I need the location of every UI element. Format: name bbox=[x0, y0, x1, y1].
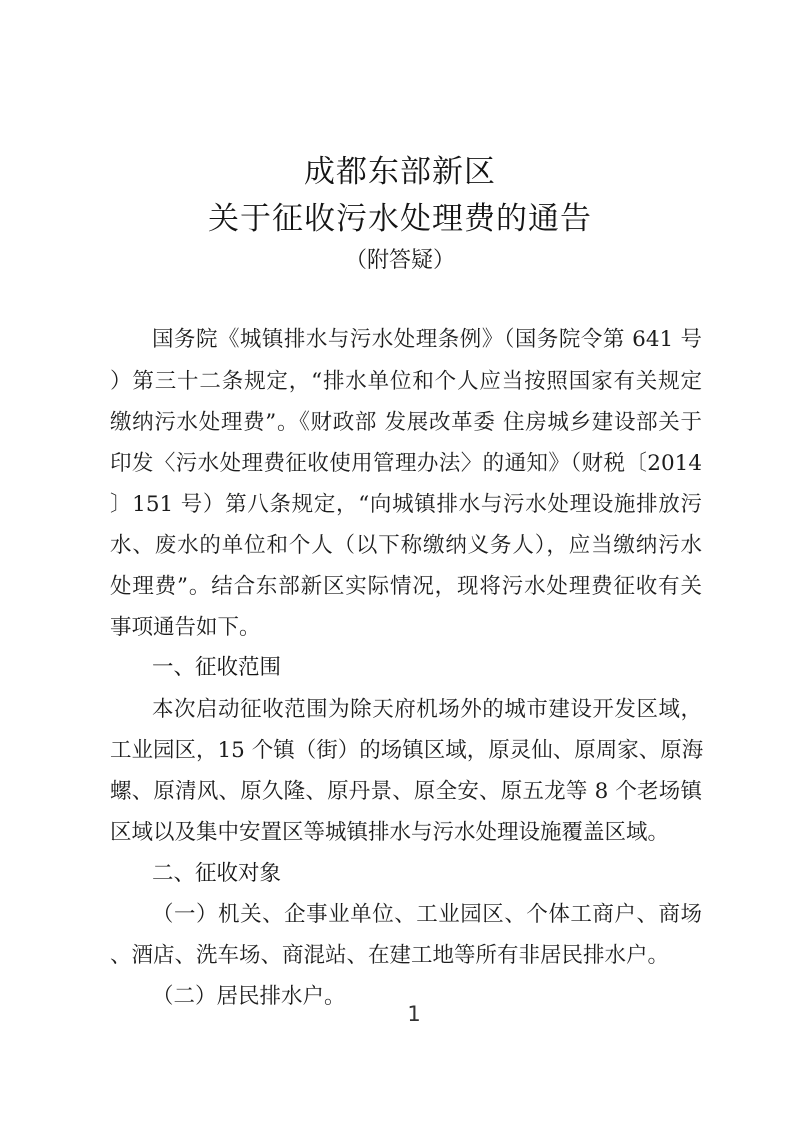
section1-line: 螺、原清风、原久隆、原丹景、原全安、原五龙等 8 个老场镇 bbox=[110, 779, 702, 804]
section-heading-targets: 二、征收对象 bbox=[152, 861, 282, 886]
intro-line: 处理费”。结合东部新区实际情况，现将污水处理费征收有关 bbox=[110, 574, 702, 599]
section2-item1-line: 、酒店、洗车场、商混站、在建工地等所有非居民排水户。 bbox=[110, 943, 670, 968]
intro-line: 印发〈污水处理费征收使用管理办法〉的通知》（财税〔2014 bbox=[110, 451, 702, 476]
intro-line: 国务院《城镇排水与污水处理条例》（国务院令第 641 号 bbox=[152, 327, 702, 352]
intro-line: 缴纳污水处理费”。《财政部 发展改革委 住房城乡建设部关于 bbox=[110, 410, 702, 435]
intro-line: 事项通告如下。 bbox=[110, 615, 261, 640]
section2-item1-line: （一）机关、企事业单位、工业园区、个体工商户、商场 bbox=[152, 902, 702, 927]
section1-line: 本次启动征收范围为除天府机场外的城市建设开发区域， bbox=[152, 697, 702, 722]
section2-item2: （二）居民排水户。 bbox=[152, 984, 346, 1009]
section1-line: 区域以及集中安置区等城镇排水与污水处理设施覆盖区域。 bbox=[110, 820, 670, 845]
section-heading-scope: 一、征收范围 bbox=[152, 655, 282, 680]
subtitle: （附答疑） bbox=[344, 248, 455, 273]
intro-line: 〕151 号）第八条规定，“向城镇排水与污水处理设施排放污 bbox=[110, 492, 702, 517]
intro-line: 水、废水的单位和个人（以下称缴纳义务人），应当缴纳污水 bbox=[110, 533, 702, 558]
title-line-1: 成都东部新区 bbox=[304, 154, 496, 190]
section1-line: 工业园区，15 个镇（街）的场镇区域，原灵仙、原周家、原海 bbox=[110, 738, 704, 763]
title-line-2: 关于征收污水处理费的通告 bbox=[208, 201, 592, 237]
page-number: 1 bbox=[407, 1002, 421, 1026]
intro-line: ）第三十二条规定，“排水单位和个人应当按照国家有关规定 bbox=[110, 369, 702, 394]
